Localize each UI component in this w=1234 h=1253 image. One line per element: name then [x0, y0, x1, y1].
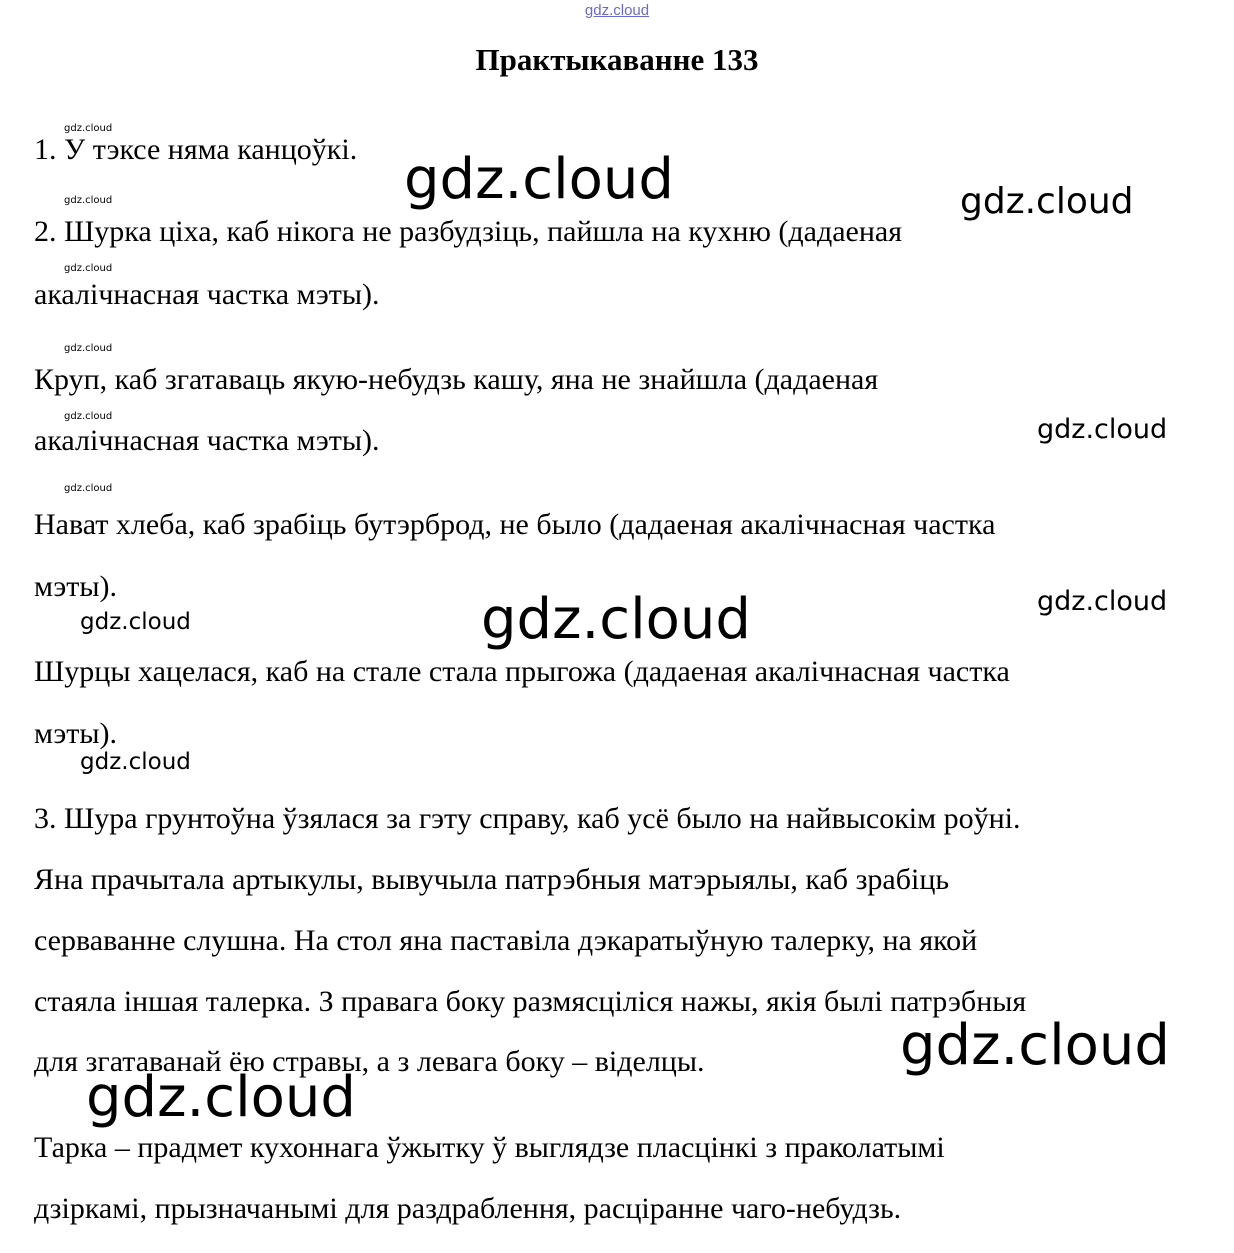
text-line-16: дзіркамі, прызначанымі для раздраблення, расціранне чаго-небудзь.: [34, 1192, 902, 1225]
watermark-small: gdz.cloud: [64, 123, 113, 134]
top-site-link[interactable]: gdz.cloud: [584, 2, 650, 19]
text-line-12: серваванне слушна. На стол яна паставіла дэкаратыўную талерку, на якой: [34, 924, 978, 957]
text-line-4: Круп, каб згатаваць якую-небудзь кашу, яна не знайшла (дадаеная: [34, 363, 879, 396]
watermark-small-medium: gdz.cloud: [80, 609, 191, 635]
watermark-medium: gdz.cloud: [960, 181, 1134, 222]
watermark-small: gdz.cloud: [64, 411, 113, 422]
text-line-9: мэты).: [34, 717, 117, 750]
text-line-10: 3. Шура грунтоўна ўзялася за гэту справу, каб усё было на найвысокім роўні.: [34, 802, 1021, 835]
text-line-5: акалічнасная частка мэты).: [34, 424, 380, 457]
watermark-large: gdz.cloud: [481, 587, 751, 652]
watermark-small: gdz.cloud: [64, 263, 113, 274]
text-line-11: Яна прачытала артыкулы, вывучыла патрэбныя матэрыялы, каб зрабіць: [34, 863, 950, 896]
watermark-small: gdz.cloud: [64, 195, 113, 206]
text-line-13: стаяла іншая талерка. З правага боку размясціліся нажы, якія былі патрэбныя: [34, 985, 1027, 1018]
watermark-large: gdz.cloud: [86, 1065, 356, 1130]
text-line-1: 1. У тэксе няма канцоўкі.: [34, 133, 358, 166]
watermark-small: gdz.cloud: [64, 343, 113, 354]
text-line-2: 2. Шурка ціха, каб нікога не разбудзіць, пайшла на кухню (дадаеная: [34, 215, 903, 248]
watermark-large: gdz.cloud: [900, 1013, 1170, 1078]
text-line-14: для згатаванай ёю стравы, а з левага боку – віделцы.: [34, 1045, 705, 1078]
text-line-3: акалічнасная частка мэты).: [34, 278, 380, 311]
watermark-large: gdz.cloud: [404, 147, 674, 212]
text-line-8: Шурцы хацелася, каб на стале стала прыгожа (дадаеная акалічнасная частка: [34, 655, 1010, 688]
text-line-7: мэты).: [34, 570, 117, 603]
watermark-medium: gdz.cloud: [1037, 586, 1168, 617]
watermark-medium: gdz.cloud: [1037, 414, 1168, 445]
watermark-small-medium: gdz.cloud: [80, 749, 191, 775]
text-line-6: Нават хлеба, каб зрабіць бутэрброд, не было (дадаеная акалічнасная частка: [34, 508, 996, 541]
text-line-15: Тарка – прадмет кухоннага ўжытку ў выглядзе пласцінкі з праколатымі: [34, 1131, 945, 1164]
watermark-small: gdz.cloud: [64, 483, 113, 494]
page-title: Практыкаванне 133: [475, 42, 759, 77]
